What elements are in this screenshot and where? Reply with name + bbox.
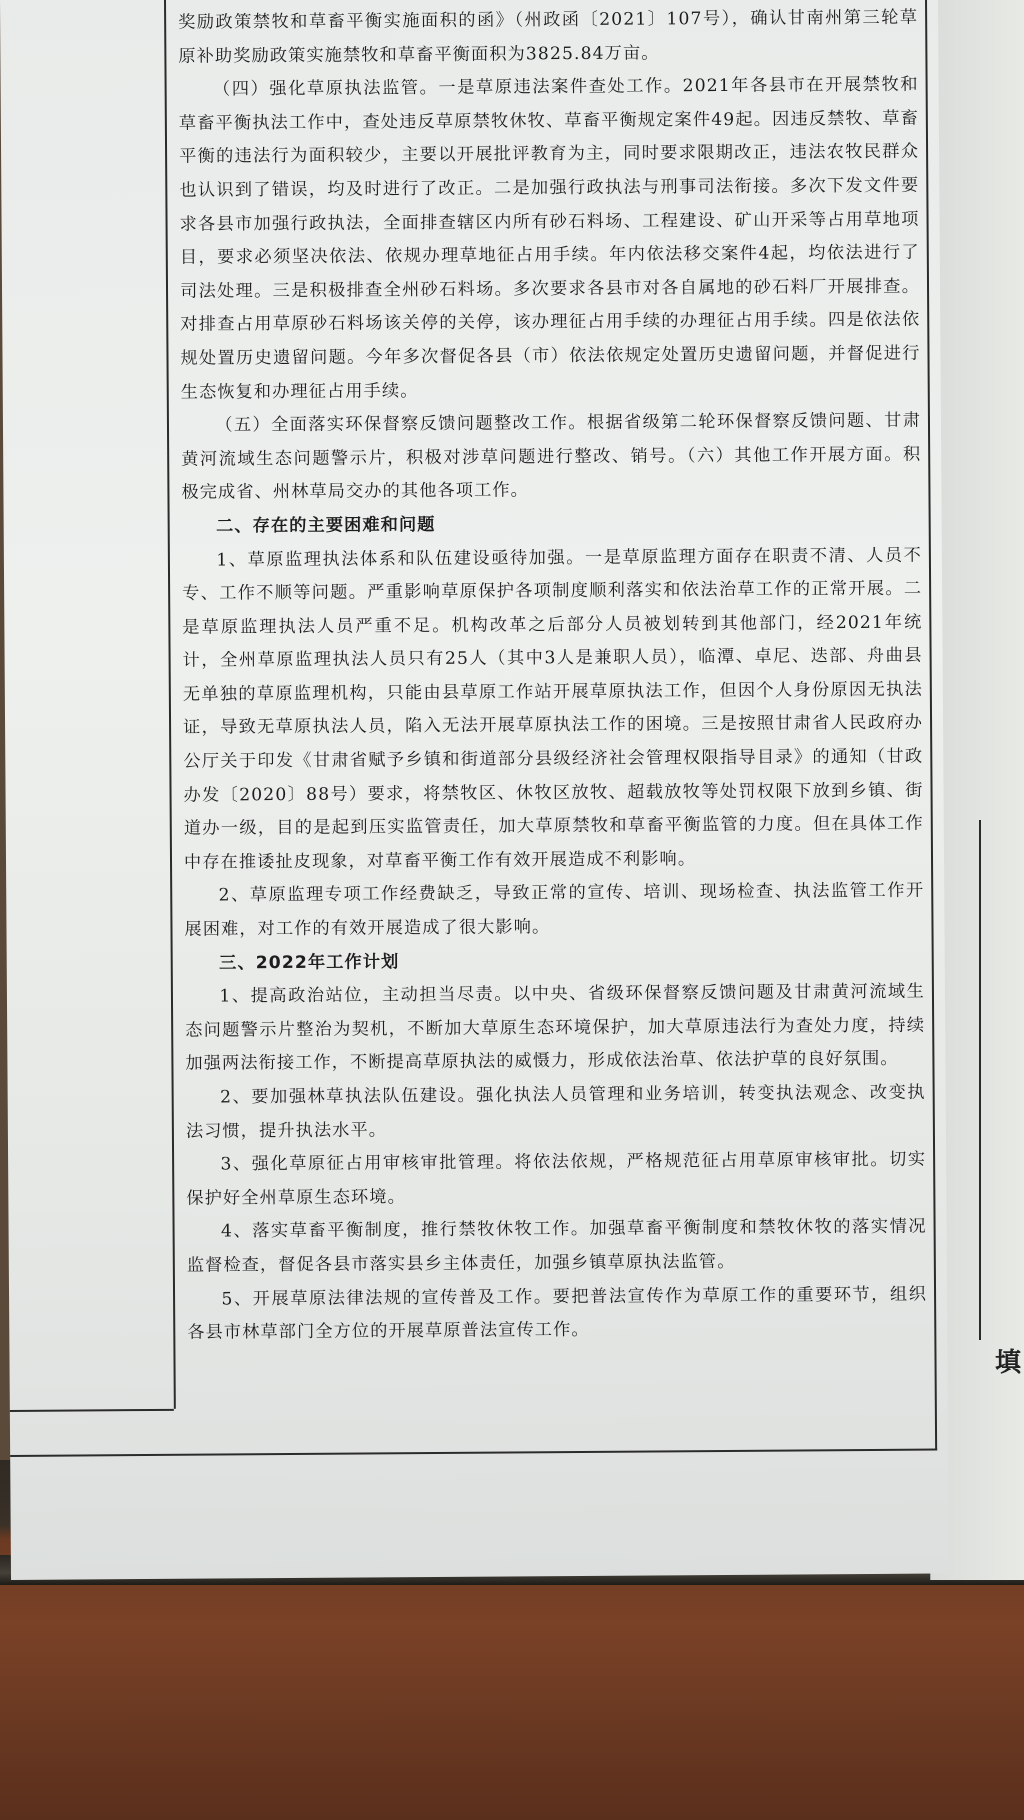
paragraph-plan-3: 3、强化草原征占用审核审批管理。将依法依规，严格规范征占用草原审核审批。切实保护好全州草原生态环境。 — [186, 1149, 927, 1209]
paragraph-plan-2: 2、要加强林草执法队伍建设。强化执法人员管理和业务培训，转变执法观念、改变执法习惯，提升执法水平。 — [185, 1082, 926, 1142]
paragraph-section-4-enforcement: （四）强化草原执法监管。一是草原违法案件查处工作。2021年各县市在开展禁牧和草畜平衡执法工作中，查处违反草原禁牧休牧、草畜平衡规定案件49起。因违反禁牧、草畜平衡的违法行为面积较少，主要以开展批评教育为主，同时要求限期改正，违法农牧民群众也认识到了错误，均及时进行了改正。二是加强行政执法与刑事司法衔接。多次下发文件要求各县市加强行政执法，全面排查辖区内所有砂石料场、工程建设、矿山开采等占用草地项目，要求必须坚决依法、依规办理草地征占用手续。年内依法移交案件4起，均依法进行了司法处理。三是积极排查全州砂石料场。多次要求各县市对各自属地的砂石料厂开展排查。对排查占用草原砂石料场该关停的关停，该办理征占用手续的办理征占用手续。四是依法依规处置历史遗留问题。今年多次督促各县（市）依法依规定处置历史遗留问题，并督促进行生态恢复和办理征占用手续。 — [178, 74, 921, 403]
paragraph-plan-5: 5、开展草原法律法规的宣传普及工作。要把普法宣传作为草原工作的重要环节，组织各县市林草部门全方位的开展草原普法宣传工作。 — [187, 1284, 928, 1343]
paragraph-continuation: 奖励政策禁牧和草畜平衡实施面积的函》（州政函〔2021〕107号），确认甘南州第三轮草原补助奖励政策实施禁牧和草畜平衡面积为3825.84万亩。 — [178, 7, 919, 67]
paragraph-plan-4: 4、落实草畜平衡制度，推行禁牧休牧工作。加强草畜平衡制度和禁牧休牧的落实情况监督检查，督促各县市落实县乡主体责任，加强乡镇草原执法监管。 — [186, 1216, 927, 1276]
paragraph-section-5-6-inspection: （五）全面落实环保督察反馈问题整改工作。根据省级第二轮环保督察反馈问题、甘肃黄河流域生态问题警示片，积极对涉草问题进行整改、销号。（六）其他工作开展方面。积极完成省、州林草局交办的其他各项工作。 — [181, 410, 922, 504]
heading-difficulties: 二、存在的主要困难和问题 — [216, 514, 436, 537]
paragraph-difficulty-1: 1、草原监理执法体系和队伍建设亟待加强。一是草原监理方面存在职责不清、人员不专、工作不顺等问题。严重影响草原保护各项制度顺利落实和依法治草工作的正常开展。二是草原监理执法人员严重不足。机构改革之后部分人员被划转到其他部门，经2021年统计，全州草原监理执法人员只有25人（其中3人是兼职人员），临潭、卓尼、迭部、舟曲县无单独的草原监理机构，只能由县草原工作站开展草原执法工作，但因个人身份原因无执法证，导致无草原执法人员，陷入无法开展草原执法工作的困境。三是按照甘肃省人民政府办公厅关于印发《甘肃省赋予乡镇和街道部分县级经济社会管理权限指导目录》的通知（甘政办发〔2020〕88号）要求，将禁牧区、休牧区放牧、超载放牧等处罚权限下放到乡镇、街道办一级，目的是起到压实监管责任，加大草原禁牧和草畜平衡监管的力度。但在具体工作中存在推诿扯皮现象，对草畜平衡工作有效开展造成不利影响。 — [182, 545, 924, 873]
document-body — [178, 2, 927, 1351]
paragraph-plan-1: 1、提高政治站位，主动担当尽责。以中央、省级环保督察反馈问题及甘肃黄河流域生态问题警示片整治为契机，不断加大草原生态环境保护，加大草原违法行为查处力度，持续加强两法衔接工作，不断提高草原执法的威慑力，形成依法治草、依法护草的良好氛围。 — [185, 981, 926, 1075]
heading-2022-plan: 三、2022年工作计划 — [219, 951, 400, 974]
background-sheet-visible-char: 填 — [995, 1348, 1022, 1378]
background-sheet-frame-line — [979, 820, 981, 1340]
paragraph-difficulty-2: 2、草原监理专项工作经费缺乏，导致正常的宣传、培训、现场检查、执法监管工作开展困难，对工作的有效开展造成了很大影响。 — [184, 881, 925, 940]
